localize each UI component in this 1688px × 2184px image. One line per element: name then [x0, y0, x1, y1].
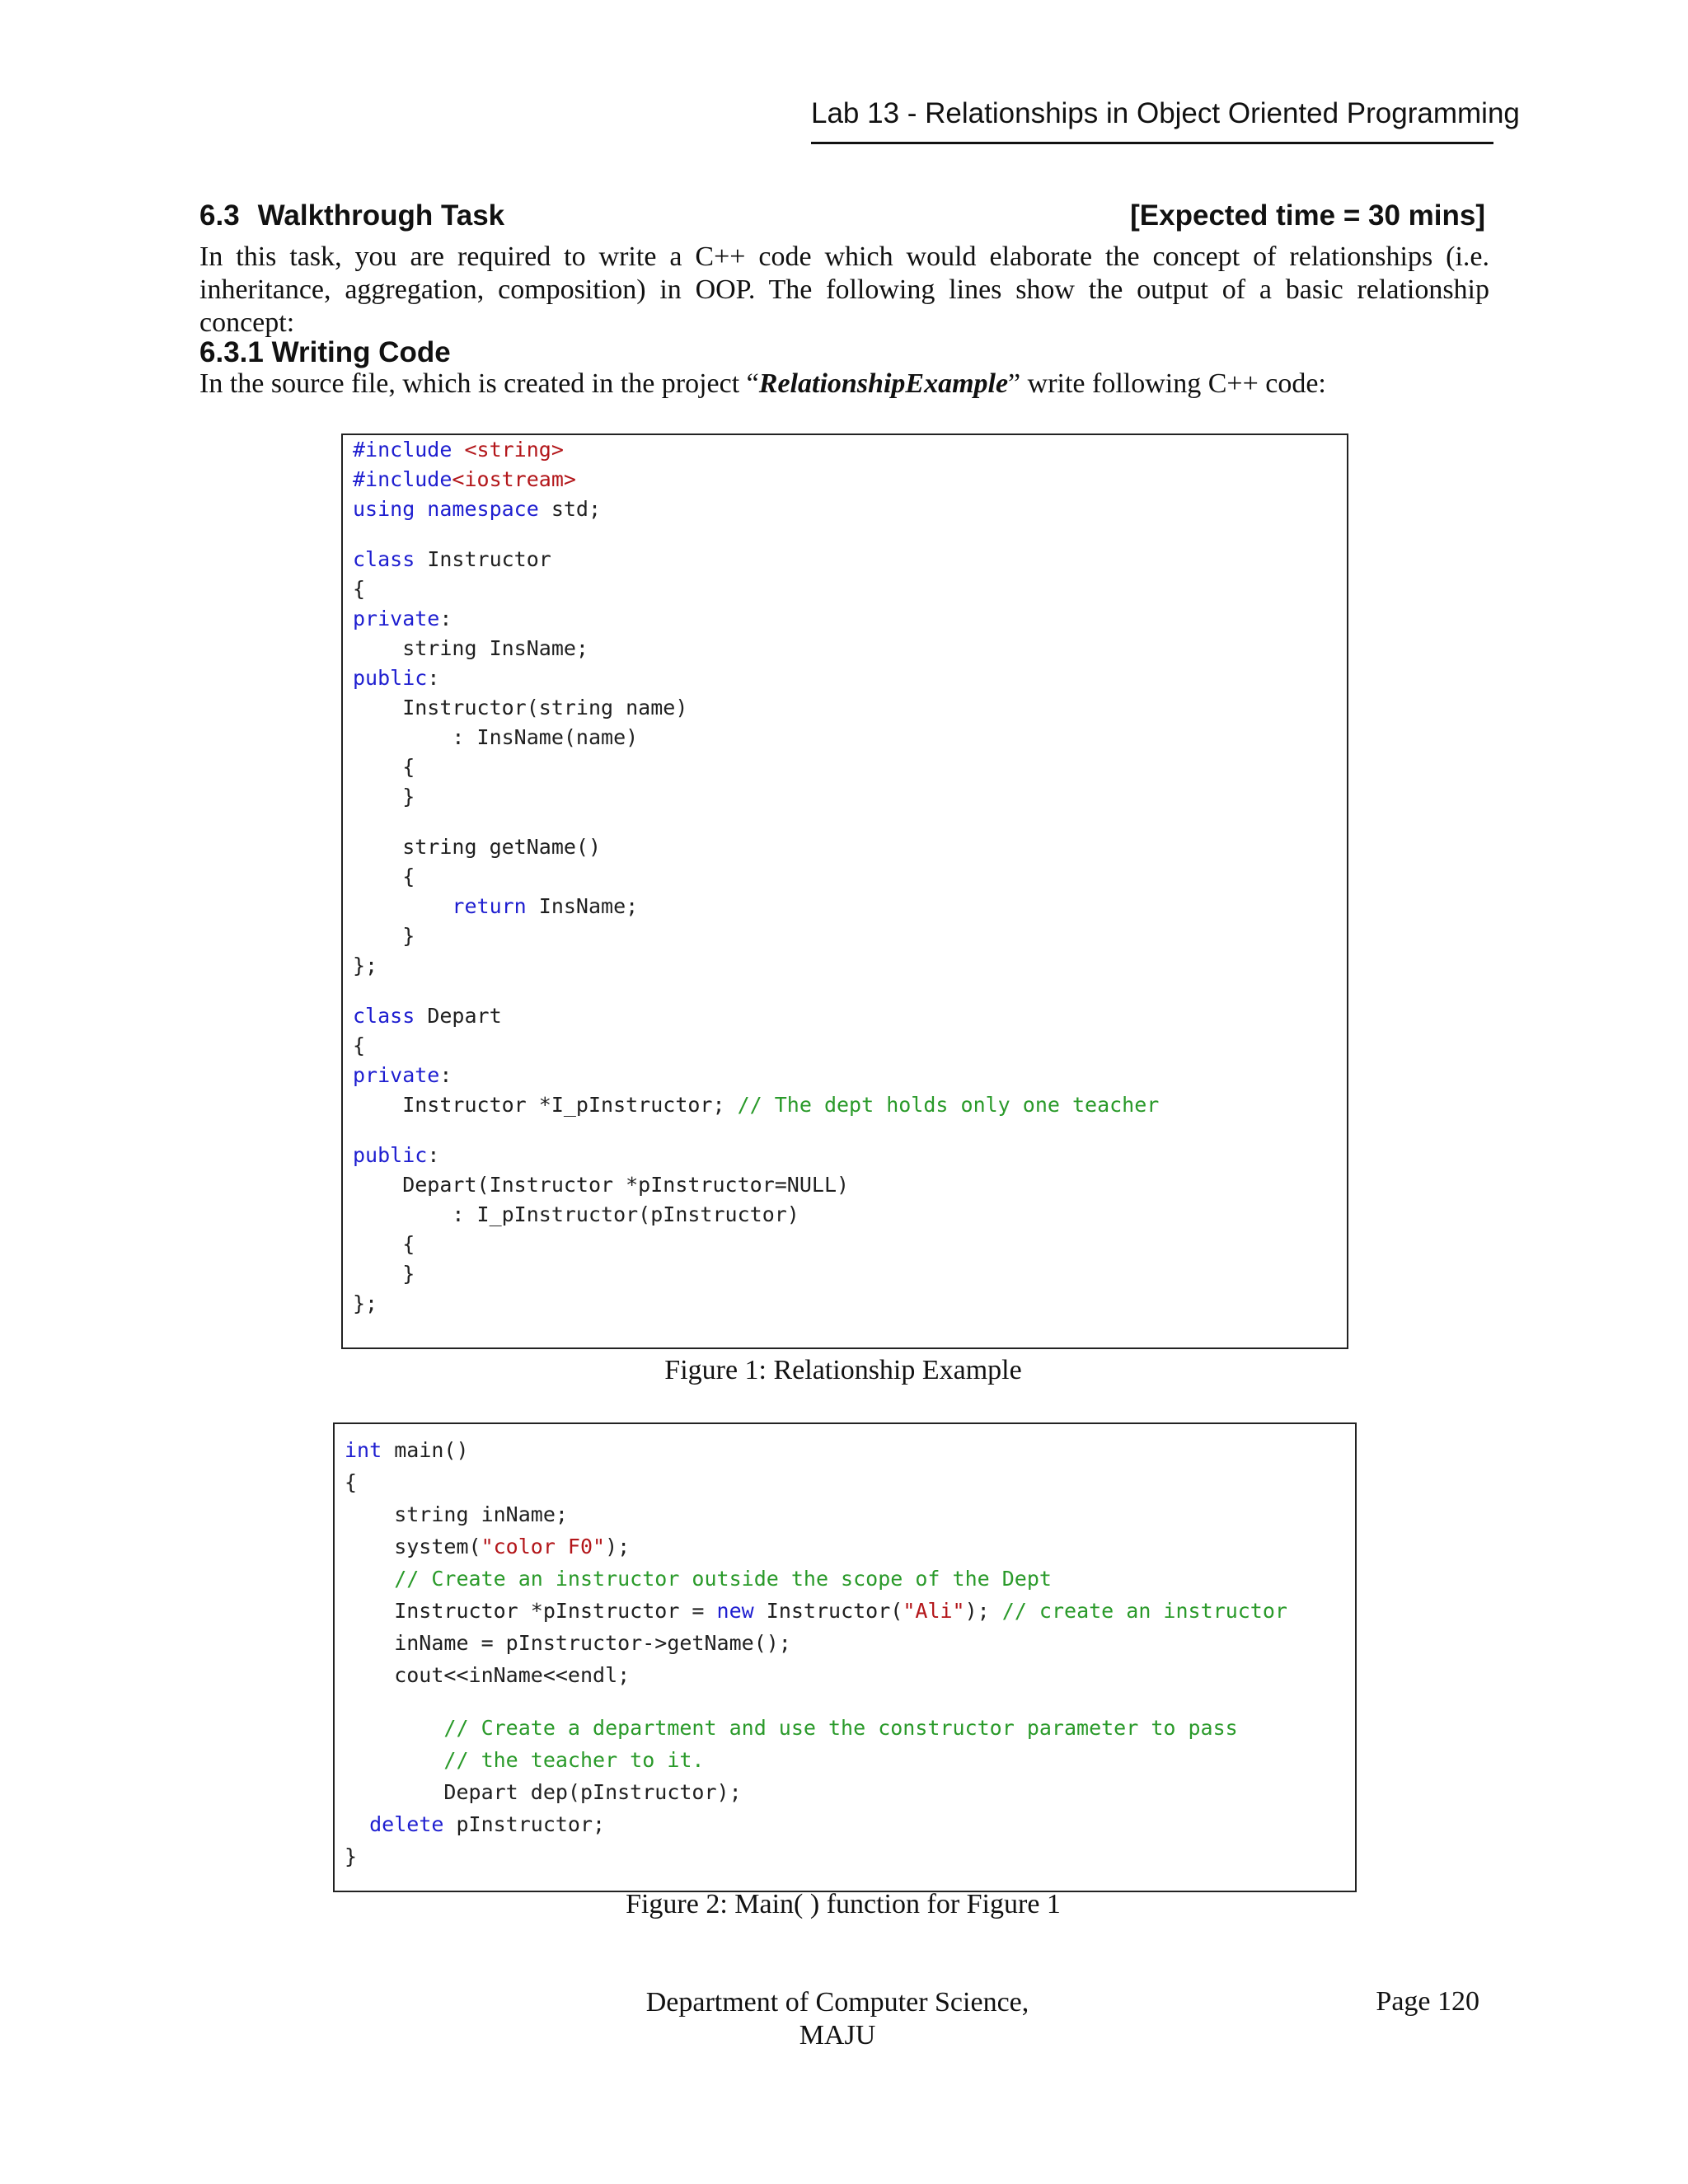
code-line: [335, 1691, 1355, 1712]
code-token: private: [353, 1063, 440, 1087]
code-token: :: [427, 666, 440, 690]
running-header: [811, 97, 1520, 144]
code-line: [335, 1498, 1355, 1530]
code-token: cout<<inName<<endl;: [345, 1663, 631, 1687]
code-line: [343, 1289, 1347, 1319]
code-line: [343, 604, 1347, 634]
section-intro: In this task, you are required to write a C++ code which would elaborate the concept of relationships (i.e. inheritance, aggregation, composition) in OOP. The following lines show the output of a basic relationship concept:: [199, 241, 1489, 338]
section-title: [199, 199, 504, 232]
section-heading-row: [199, 199, 1485, 232]
code-token: Instructor(: [766, 1599, 903, 1623]
header-title: Lab 13 - Relationships in Object Oriented Programming: [811, 97, 1520, 129]
subsection-text-end: ” write following C++ code:: [1008, 368, 1326, 399]
code-line: [343, 1170, 1347, 1200]
code-token: <string>: [464, 438, 564, 462]
code-token: // The dept holds only one teacher: [737, 1093, 1160, 1117]
code-block: [335, 1434, 1355, 1872]
code-token: int: [345, 1438, 395, 1462]
footer-department-line1: Department of Computer Science,: [645, 1987, 1029, 2018]
code-token: }: [345, 1844, 358, 1868]
code-token: };: [353, 1291, 378, 1315]
code-token: Depart dep(pInstructor);: [345, 1780, 742, 1804]
code-line: [343, 1061, 1347, 1090]
code-figure-1: [341, 434, 1348, 1349]
code-line: [343, 832, 1347, 862]
code-token: :: [439, 607, 452, 630]
code-token: #include: [353, 467, 452, 491]
code-line: [335, 1808, 1355, 1840]
code-line: [343, 1200, 1347, 1230]
code-token: class: [353, 547, 428, 571]
code-token: string InsName;: [353, 636, 588, 660]
code-line: [335, 1712, 1355, 1744]
code-line: [343, 921, 1347, 951]
footer-department: [590, 1986, 1085, 2052]
project-name: RelationshipExample: [758, 368, 1009, 399]
code-line: [343, 1090, 1347, 1120]
code-token: main(): [394, 1438, 469, 1462]
code-line: [343, 812, 1347, 832]
code-line: [343, 545, 1347, 574]
code-token: // Create an instructor outside the scope of the Dept: [345, 1567, 1052, 1591]
code-token: Depart(Instructor *pInstructor=NULL): [353, 1173, 850, 1197]
code-line: [335, 1563, 1355, 1595]
code-token: [345, 1812, 369, 1836]
code-line: [343, 1230, 1347, 1259]
code-token: {: [353, 865, 415, 888]
code-token: }: [353, 924, 415, 948]
code-line: [335, 1744, 1355, 1776]
code-line: [335, 1466, 1355, 1498]
code-line: [343, 752, 1347, 782]
code-token: // Create a department and use the constructor parameter to pass: [345, 1716, 1238, 1740]
code-token: [353, 894, 452, 918]
subsection-heading: 6.3.1 Writing Code: [199, 336, 451, 368]
code-line: [343, 862, 1347, 892]
code-token: : InsName(name): [353, 725, 639, 749]
code-token: "color F0": [481, 1535, 606, 1558]
code-token: }: [353, 1262, 415, 1286]
code-figure-2: [333, 1422, 1357, 1892]
code-token: Instructor(string name): [353, 696, 688, 719]
figure-1-caption: Figure 1: Relationship Example: [664, 1355, 1022, 1385]
code-token: #include: [353, 438, 465, 462]
code-token: );: [605, 1535, 631, 1558]
section-number: 6.3: [199, 199, 240, 232]
code-token: std;: [551, 497, 602, 521]
code-token: using namespace: [353, 497, 551, 521]
code-token: : I_pInstructor(pInstructor): [353, 1202, 799, 1226]
code-token: private: [353, 607, 440, 630]
code-token: Instructor *I_pInstructor;: [353, 1093, 738, 1117]
code-line: [343, 981, 1347, 1001]
code-token: Instructor: [427, 547, 551, 571]
code-token: system(: [345, 1535, 481, 1558]
code-token: :: [427, 1143, 440, 1167]
code-token: {: [353, 1232, 415, 1256]
code-line: [343, 723, 1347, 752]
subsection-text: [199, 368, 1489, 401]
code-line: [335, 1434, 1355, 1466]
code-token: Depart: [427, 1004, 502, 1028]
code-line: [335, 1840, 1355, 1872]
code-token: InsName;: [538, 894, 639, 918]
code-line: [343, 465, 1347, 494]
code-token: :: [439, 1063, 452, 1087]
code-line: [343, 782, 1347, 812]
code-line: [343, 663, 1347, 693]
code-token: string inName;: [345, 1502, 568, 1526]
code-token: public: [353, 666, 428, 690]
code-line: [335, 1776, 1355, 1808]
code-token: class: [353, 1004, 428, 1028]
code-line: [343, 1031, 1347, 1061]
code-token: new: [716, 1599, 767, 1623]
code-line: [335, 1659, 1355, 1691]
footer-department-line2: MAJU: [799, 2020, 876, 2050]
code-line: [343, 892, 1347, 921]
code-token: {: [345, 1470, 358, 1494]
code-token: };: [353, 954, 378, 977]
code-line: [343, 1001, 1347, 1031]
code-token: public: [353, 1143, 428, 1167]
code-token: // create an instructor: [1001, 1599, 1287, 1623]
code-token: }: [353, 785, 415, 808]
code-line: [343, 524, 1347, 545]
code-line: [343, 435, 1347, 465]
code-line: [343, 951, 1347, 981]
code-token: // the teacher to it.: [345, 1748, 705, 1772]
code-token: {: [353, 577, 366, 601]
expected-time: [Expected time = 30 mins]: [1130, 199, 1485, 232]
code-token: <iostream>: [452, 467, 576, 491]
code-line: [343, 693, 1347, 723]
code-line: [343, 634, 1347, 663]
code-token: pInstructor;: [456, 1812, 606, 1836]
section-name: Walkthrough Task: [257, 199, 505, 232]
page-number: Page 120: [1376, 1986, 1479, 2017]
code-token: );: [964, 1599, 1002, 1623]
code-line: [335, 1627, 1355, 1659]
code-line: [343, 1141, 1347, 1170]
code-line: [335, 1595, 1355, 1627]
code-token: {: [353, 755, 415, 779]
code-line: [343, 1120, 1347, 1141]
code-token: "Ali": [903, 1599, 965, 1623]
figure-2-caption: Figure 2: Main( ) function for Figure 1: [626, 1889, 1061, 1919]
code-line: [343, 494, 1347, 524]
subsection-text-start: In the source file, which is created in the project “: [199, 368, 759, 399]
code-token: return: [452, 894, 539, 918]
code-token: inName = pInstructor->getName();: [345, 1631, 791, 1655]
code-token: {: [353, 1033, 366, 1057]
code-token: delete: [369, 1812, 457, 1836]
code-token: string getName(): [353, 835, 602, 859]
code-token: Instructor *pInstructor =: [345, 1599, 717, 1623]
code-line: [343, 1259, 1347, 1289]
code-block: [343, 435, 1347, 1319]
code-line: [343, 574, 1347, 604]
code-line: [335, 1530, 1355, 1563]
